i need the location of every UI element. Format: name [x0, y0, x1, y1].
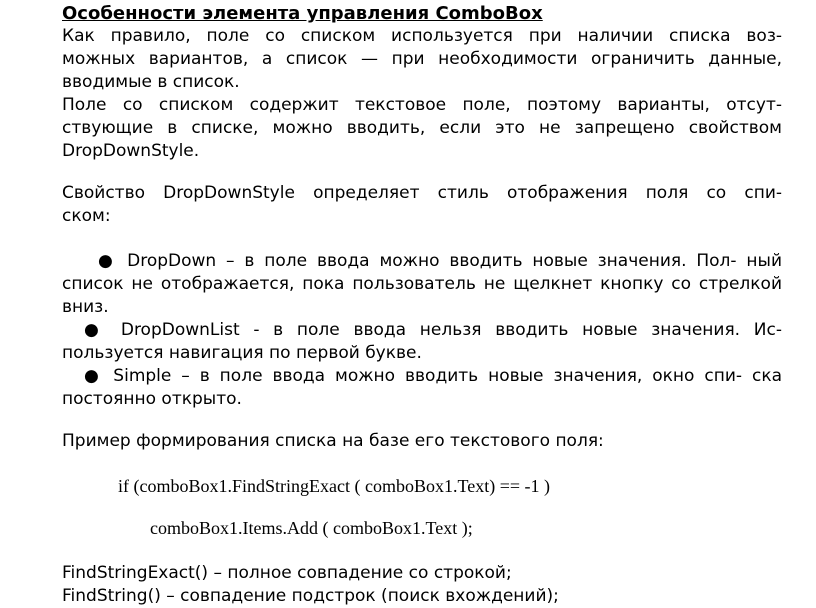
- bullet-item-line: пользуется навигация по первой букве.: [62, 343, 422, 363]
- bullet-item-line: вниз.: [62, 297, 109, 317]
- paragraph-line: Как правило, поле со списком используется при наличии списка воз-: [62, 26, 782, 46]
- bullet-item-line: список не отображается, пока пользователь не щелкнет кнопку со стрелкой: [62, 274, 782, 294]
- paragraph-line: DropDownStyle.: [62, 141, 200, 161]
- page-title: Особенности элемента управления ComboBox: [62, 3, 543, 24]
- paragraph-line: Поле со списком содержит текстовое поле, поэтому варианты, отсут-: [62, 95, 782, 115]
- bullet-item-dropdownlist: ● DropDownList - в поле ввода нельзя вводить новые значения. Ис-: [84, 320, 782, 340]
- note-line: FindString() – совпадение подстрок (поиск вхождений);: [62, 586, 559, 606]
- bullet-item-line: постоянно открыто.: [62, 389, 242, 409]
- paragraph-line: Свойство DropDownStyle определяет стиль отображения поля со спи-: [62, 183, 782, 203]
- code-line: comboBox1.Items.Add ( comboBox1.Text );: [150, 518, 473, 538]
- code-line: if (comboBox1.FindStringExact ( comboBox1.Text) == -1 ): [118, 476, 550, 496]
- paragraph-line: вводимые в список.: [62, 72, 240, 92]
- paragraph-line: ском:: [62, 206, 111, 226]
- bullet-item-simple: ● Simple – в поле ввода можно вводить новые значения, окно спи- ска: [84, 366, 782, 386]
- note-line: FindStringExact() – полное совпадение со строкой;: [62, 563, 512, 583]
- example-heading: Пример формирования списка на базе его текстового поля:: [62, 431, 604, 451]
- paragraph-line: можных вариантов, а список — при необходимости ограничить данные,: [62, 49, 782, 69]
- bullet-item-dropdown: ● DropDown – в поле ввода можно вводить новые значения. Пол- ный: [98, 251, 782, 271]
- paragraph-line: ствующие в списке, можно вводить, если это не запрещено свойством: [62, 118, 782, 138]
